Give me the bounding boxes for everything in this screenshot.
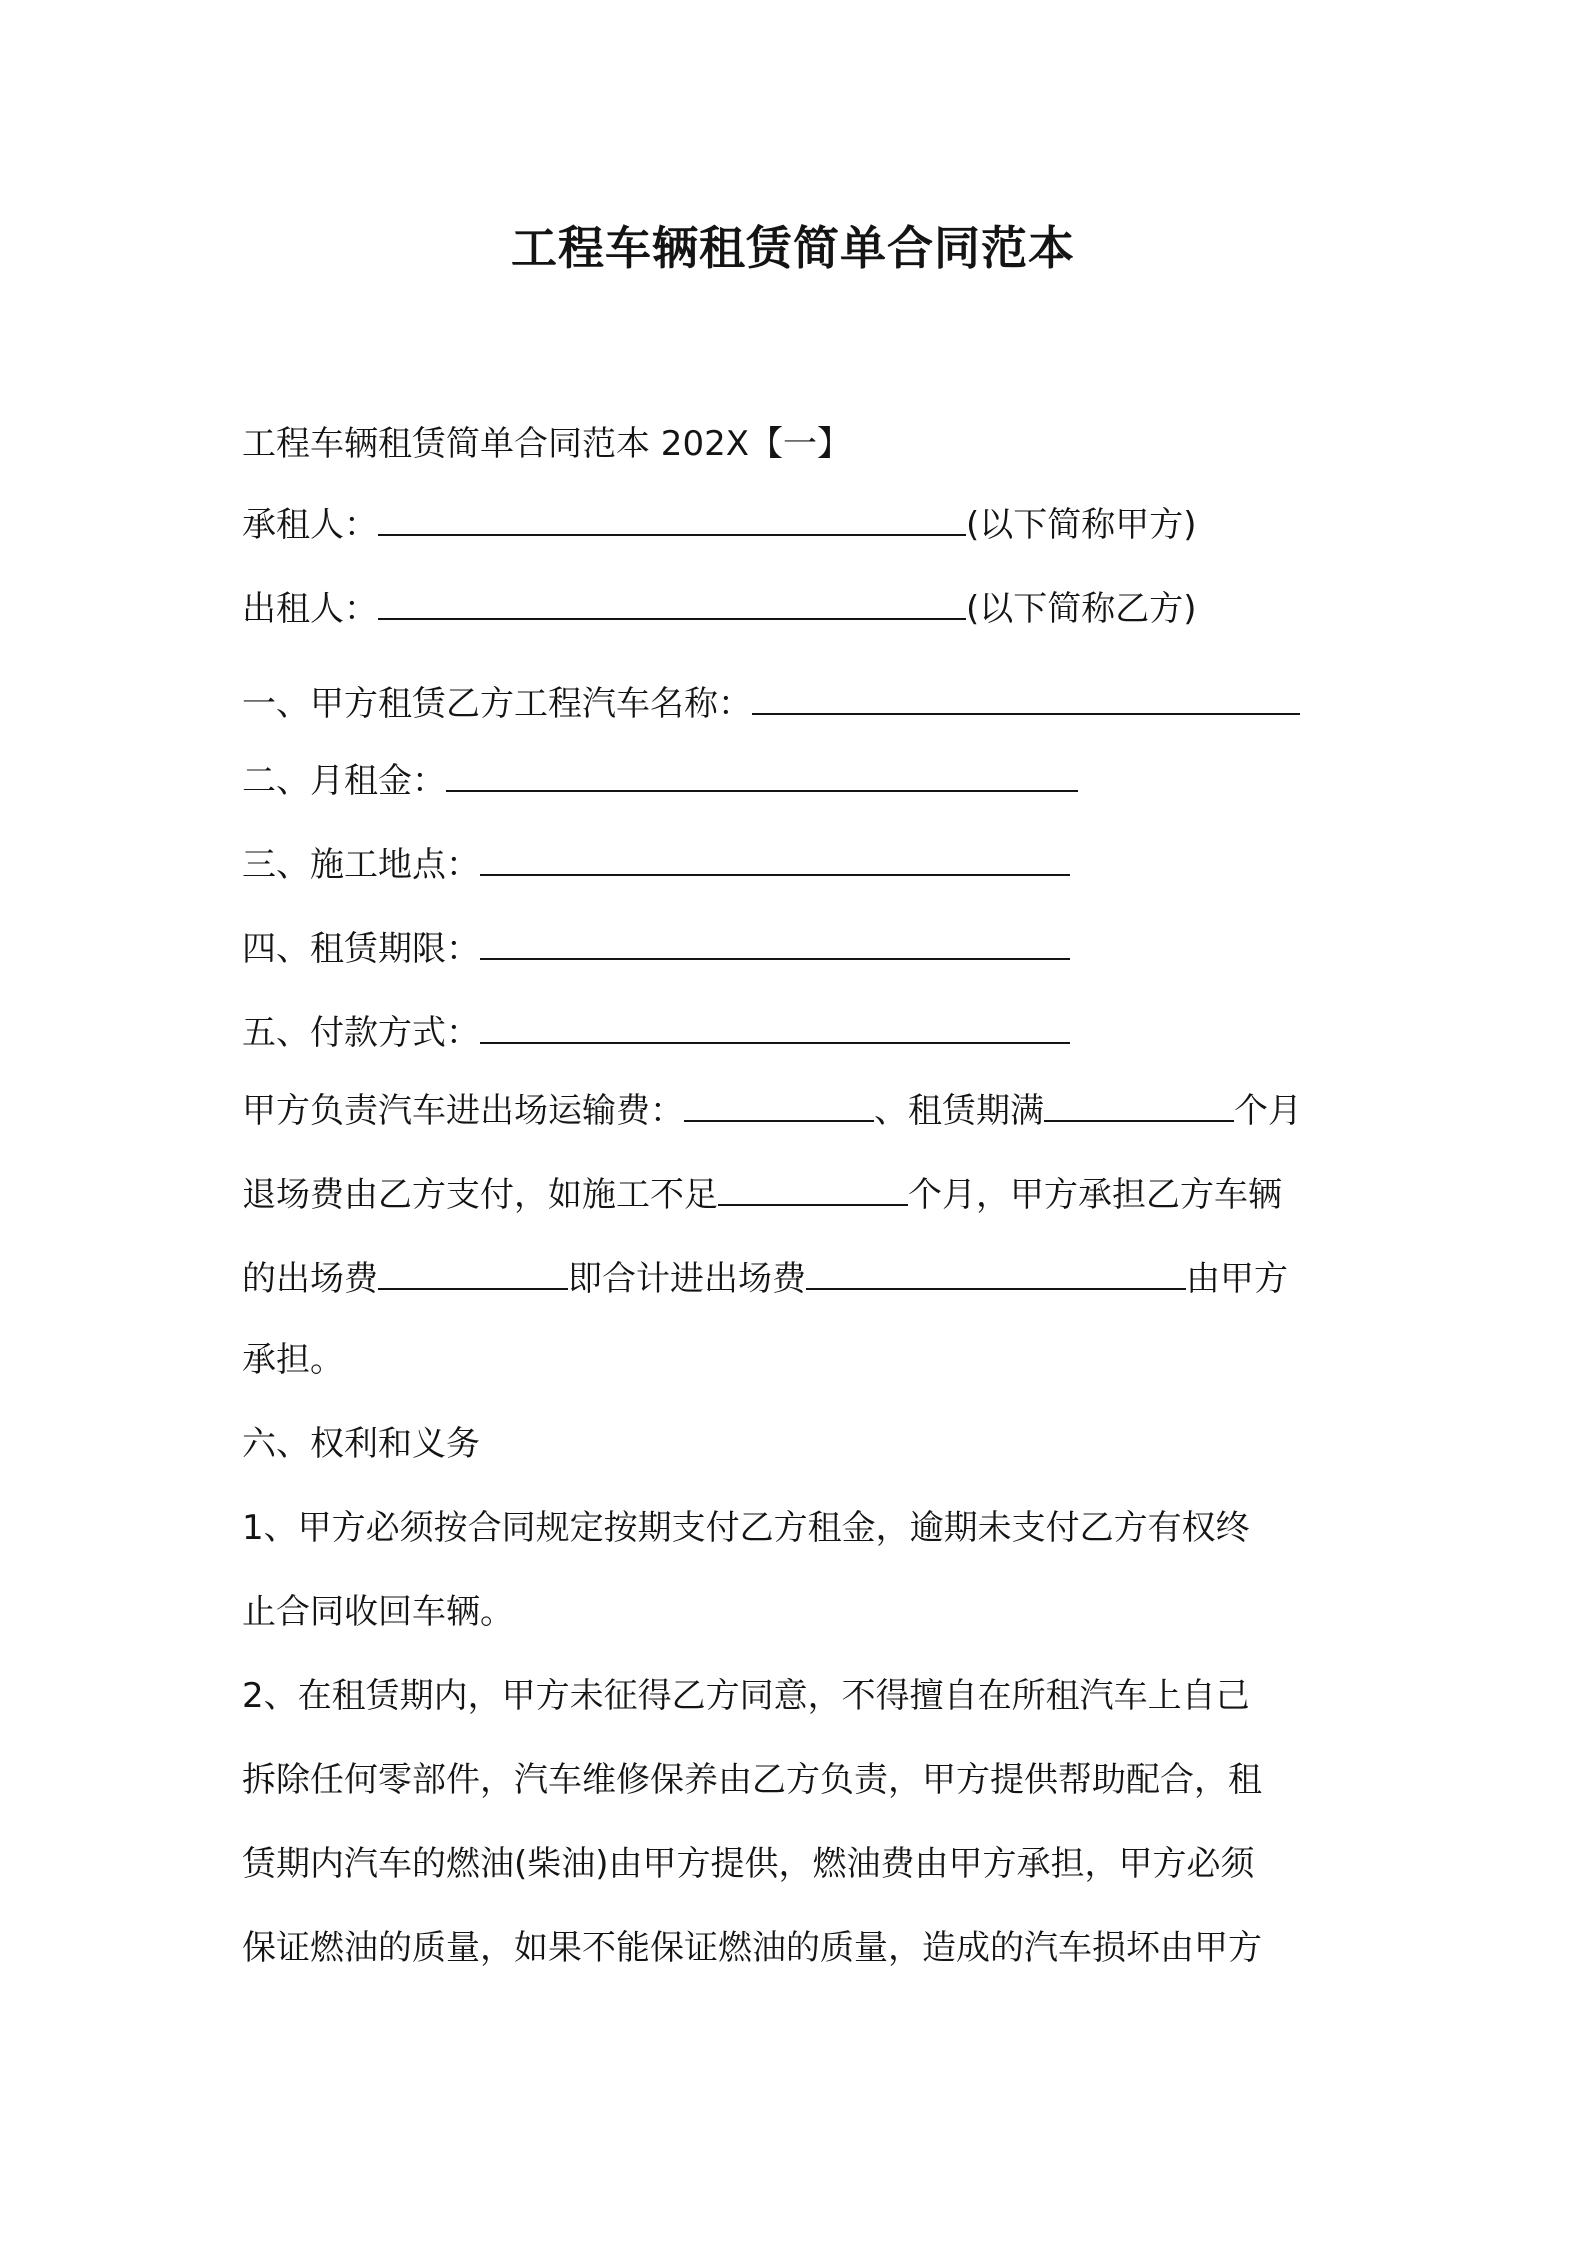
lease-months-blank — [1044, 1082, 1234, 1122]
item-lease-term — [242, 920, 1070, 975]
monthly-rent-blank — [446, 752, 1078, 792]
document-title: 工程车辆租赁简单合同范本 — [511, 221, 1075, 275]
item-monthly-rent — [242, 752, 1078, 807]
item-lease-term-label: 四、租赁期限： — [242, 929, 480, 969]
lessor-label: 出租人： — [242, 589, 378, 629]
clause-2-line-1: 2、在租赁期内，甲方未征得乙方同意，不得擅自在所租汽车上自己 — [242, 1676, 1250, 1716]
transport-text-1b: 、租赁期满 — [874, 1091, 1044, 1131]
transport-text-3a: 的出场费 — [242, 1259, 378, 1299]
clause-2-line-3: 赁期内汽车的燃油(柴油)由甲方提供，燃油费由甲方承担，甲方必须 — [242, 1844, 1255, 1884]
document-subtitle: 工程车辆租赁简单合同范本 202X【一】 — [242, 424, 851, 464]
lessee-label: 承租人： — [242, 505, 378, 545]
transport-text-2b: 个月，甲方承担乙方车辆 — [908, 1175, 1282, 1215]
transport-line-1 — [242, 1082, 1302, 1137]
lessee-line — [242, 496, 1197, 551]
exit-fee-blank — [378, 1250, 568, 1290]
clause-1-line-1: 1、甲方必须按合同规定按期支付乙方租金，逾期未支付乙方有权终 — [242, 1508, 1250, 1548]
payment-method-blank — [480, 1004, 1070, 1044]
item-payment-method — [242, 1004, 1070, 1059]
vehicle-name-blank — [752, 675, 1300, 715]
site-location-blank — [480, 836, 1070, 876]
transport-line-3 — [242, 1250, 1288, 1305]
transport-text-1c: 个月 — [1234, 1091, 1302, 1131]
lessor-line — [242, 580, 1197, 635]
transport-text-2a: 退场费由乙方支付，如施工不足 — [242, 1175, 718, 1215]
item-site-location-label: 三、施工地点： — [242, 845, 480, 885]
item-monthly-rent-label: 二、月租金： — [242, 761, 446, 801]
item-vehicle-name — [242, 675, 1300, 730]
section-6-heading: 六、权利和义务 — [242, 1424, 480, 1464]
clause-1-line-2: 止合同收回车辆。 — [242, 1592, 514, 1632]
lessee-suffix: (以下简称甲方) — [966, 505, 1197, 545]
item-vehicle-name-label: 一、甲方租赁乙方工程汽车名称： — [242, 684, 752, 724]
transport-text-1a: 甲方负责汽车进出场运输费： — [242, 1091, 684, 1131]
transport-text-3c: 由甲方 — [1186, 1259, 1288, 1299]
lessor-blank — [378, 580, 966, 620]
item-site-location — [242, 836, 1070, 891]
transport-fee-blank — [684, 1082, 874, 1122]
transport-line-4: 承担。 — [242, 1340, 344, 1380]
short-months-blank — [718, 1166, 908, 1206]
lessor-suffix: (以下简称乙方) — [966, 589, 1197, 629]
clause-2-line-2: 拆除任何零部件，汽车维修保养由乙方负责，甲方提供帮助配合，租 — [242, 1760, 1262, 1800]
lessee-blank — [378, 496, 966, 536]
total-fee-blank — [806, 1250, 1186, 1290]
transport-line-2 — [242, 1166, 1282, 1221]
item-payment-method-label: 五、付款方式： — [242, 1013, 480, 1053]
clause-2-line-4: 保证燃油的质量，如果不能保证燃油的质量，造成的汽车损坏由甲方 — [242, 1928, 1262, 1968]
transport-text-3b: 即合计进出场费 — [568, 1259, 806, 1299]
lease-term-blank — [480, 920, 1070, 960]
